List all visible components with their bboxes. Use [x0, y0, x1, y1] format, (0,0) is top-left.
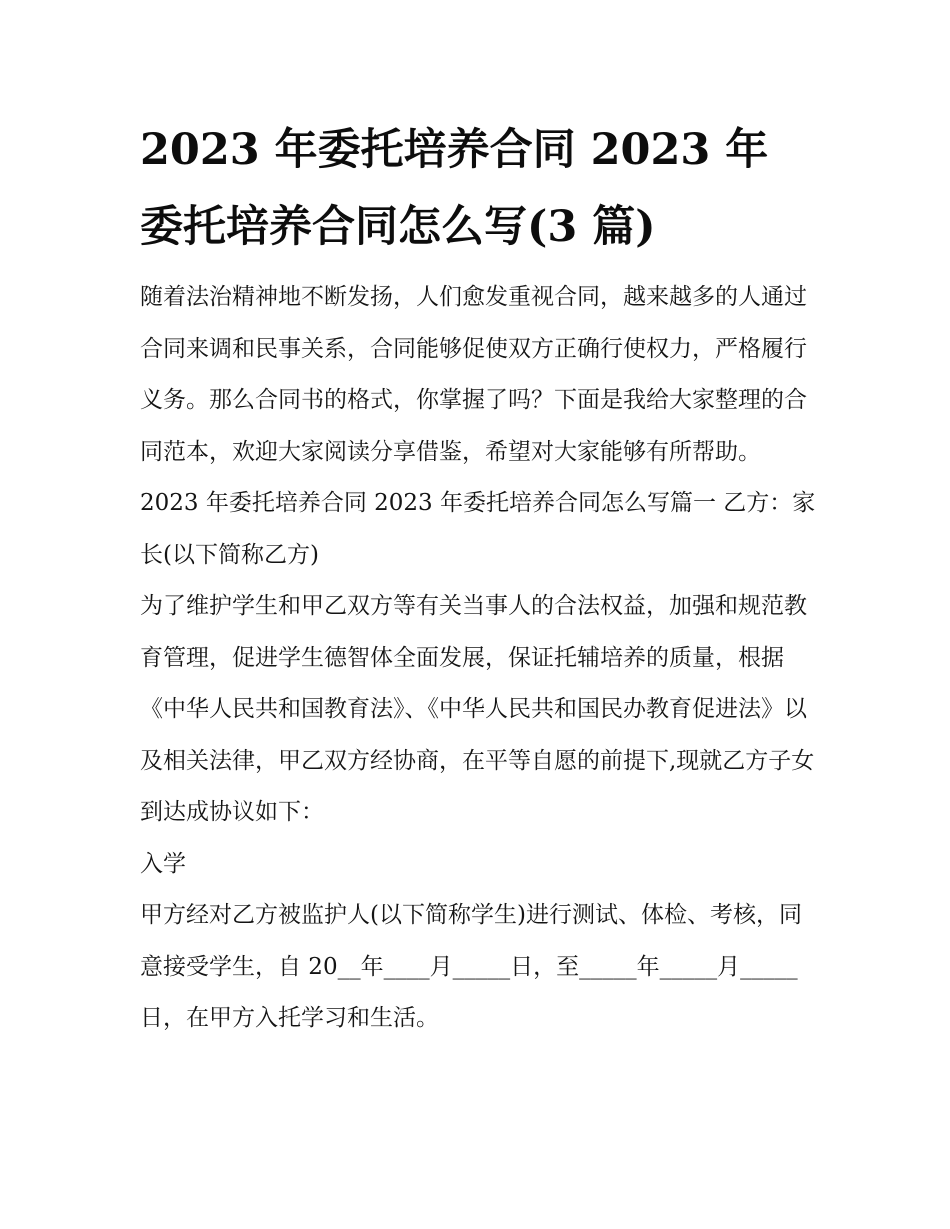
document-title	[140, 112, 820, 266]
enrollment-paragraph: 甲方经对乙方被监护人(以下简称学生)进行测试、体检、考核，同意接受学生，自 20__年____月_____日，至_____年_____月_____日，在甲方入托学习和生活。	[140, 902, 802, 1031]
title-line-1: 2023 年委托培养合同 2023 年	[140, 125, 769, 175]
purpose-paragraph: 为了维护学生和甲乙双方等有关当事人的合法权益，加强和规范教育管理，促进学生德智体全面发展，保证托辅培养的质量，根据《中华人民共和国教育法》、《中华人民共和国民办教育促进法》以及相关法律，甲乙双方经协商，在平等自愿的前提下,现就乙方子女到达成协议如下：	[140, 593, 815, 825]
section-heading-paragraph: 2023 年委托培养合同 2023 年委托培养合同怎么写篇一 乙方：家长(以下简称乙方)	[140, 490, 816, 568]
document-body	[140, 112, 820, 1045]
title-line-2: 委托培养合同怎么写(3 篇)	[140, 202, 656, 252]
clause-heading-enrollment: 入学	[140, 850, 186, 877]
intro-paragraph: 随着法治精神地不断发扬，人们愈发重视合同，越来越多的人通过合同来调和民事关系，合同能够促使双方正确行使权力，严格履行义务。那么合同书的格式，你掌握了吗？下面是我给大家整理的合同范本，欢迎大家阅读分享借鉴，希望对大家能够有所帮助。	[140, 284, 807, 465]
